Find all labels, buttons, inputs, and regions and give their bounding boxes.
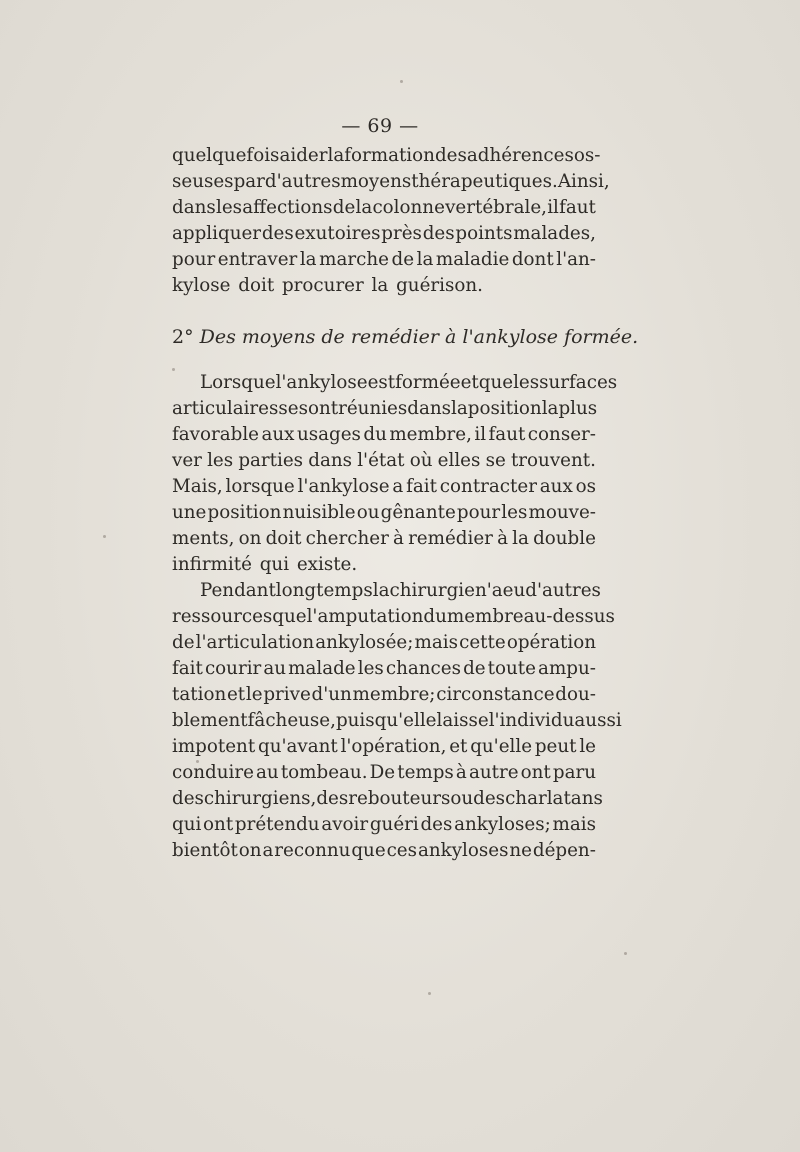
text-line: fait courir au malade les chances de toute ampu-: [172, 658, 596, 679]
text-line: pour entraver la marche de la maladie dont l'an-: [172, 249, 596, 270]
paper-speck: [428, 992, 431, 995]
text-line: tation et le prive d'un membre; circonstance dou-: [172, 684, 596, 705]
text-line: dans les affections de la colonne vertébrale, il faut: [172, 197, 596, 218]
page-number: — 69 —: [341, 115, 419, 137]
paper-speck: [624, 952, 627, 955]
paragraph-1: [172, 370, 618, 578]
text-line: de l'articulation ankylosée; mais cette opération: [172, 632, 596, 653]
text-line: ressources que l'amputation du membre au-dessus: [172, 606, 615, 627]
text-line: ver les parties dans l'état où elles se trouvent.: [172, 450, 596, 471]
text-line: bientôt on a reconnu que ces ankyloses ne dépen-: [172, 840, 596, 861]
text-line: des chirurgiens, des rebouteurs ou des charlatans: [172, 788, 603, 809]
text-line: Lorsque l'ankylose est formée et que les surfaces: [200, 372, 618, 393]
paper-speck: [400, 80, 403, 83]
text-line: kylose doit procurer la guérison.: [172, 275, 483, 296]
text-line: Mais, lorsque l'ankylose a fait contracter aux os: [172, 476, 596, 497]
section-heading: [172, 324, 639, 350]
text-line: blement fâcheuse, puisqu'elle laisse l'individu aussi: [172, 710, 622, 731]
text-line: quelquefois aider la formation des adhérences os-: [172, 145, 601, 166]
paragraph-2: [172, 578, 622, 864]
text-line: impotent qu'avant l'opération, et qu'elle peut le: [172, 736, 596, 757]
section-title: Des moyens de remédier à l'ankylose formée.: [199, 326, 639, 348]
text-line: favorable aux usages du membre, il faut conser-: [172, 424, 596, 445]
text-line: appliquer des exutoires près des points malades,: [172, 223, 596, 244]
text-line: seuses par d'autres moyens thérapeutiques. Ainsi,: [172, 171, 610, 192]
text-line: une position nuisible ou gênante pour les mouve-: [172, 502, 596, 523]
paragraph-intro: [172, 143, 610, 299]
text-line: Pendant longtemps la chirurgie n'a eu d'autres: [200, 580, 601, 601]
text-line: articulaires se sont réunies dans la position la plus: [172, 398, 598, 419]
text-line: ments, on doit chercher à remédier à la double: [172, 528, 596, 549]
text-line: qui ont prétendu avoir guéri des ankyloses; mais: [172, 814, 596, 835]
text-line: conduire au tombeau. De temps à autre ont paru: [172, 762, 596, 783]
text-line: infirmité qui existe.: [172, 554, 358, 575]
section-number: 2°: [172, 326, 194, 348]
paper-speck: [103, 535, 106, 538]
